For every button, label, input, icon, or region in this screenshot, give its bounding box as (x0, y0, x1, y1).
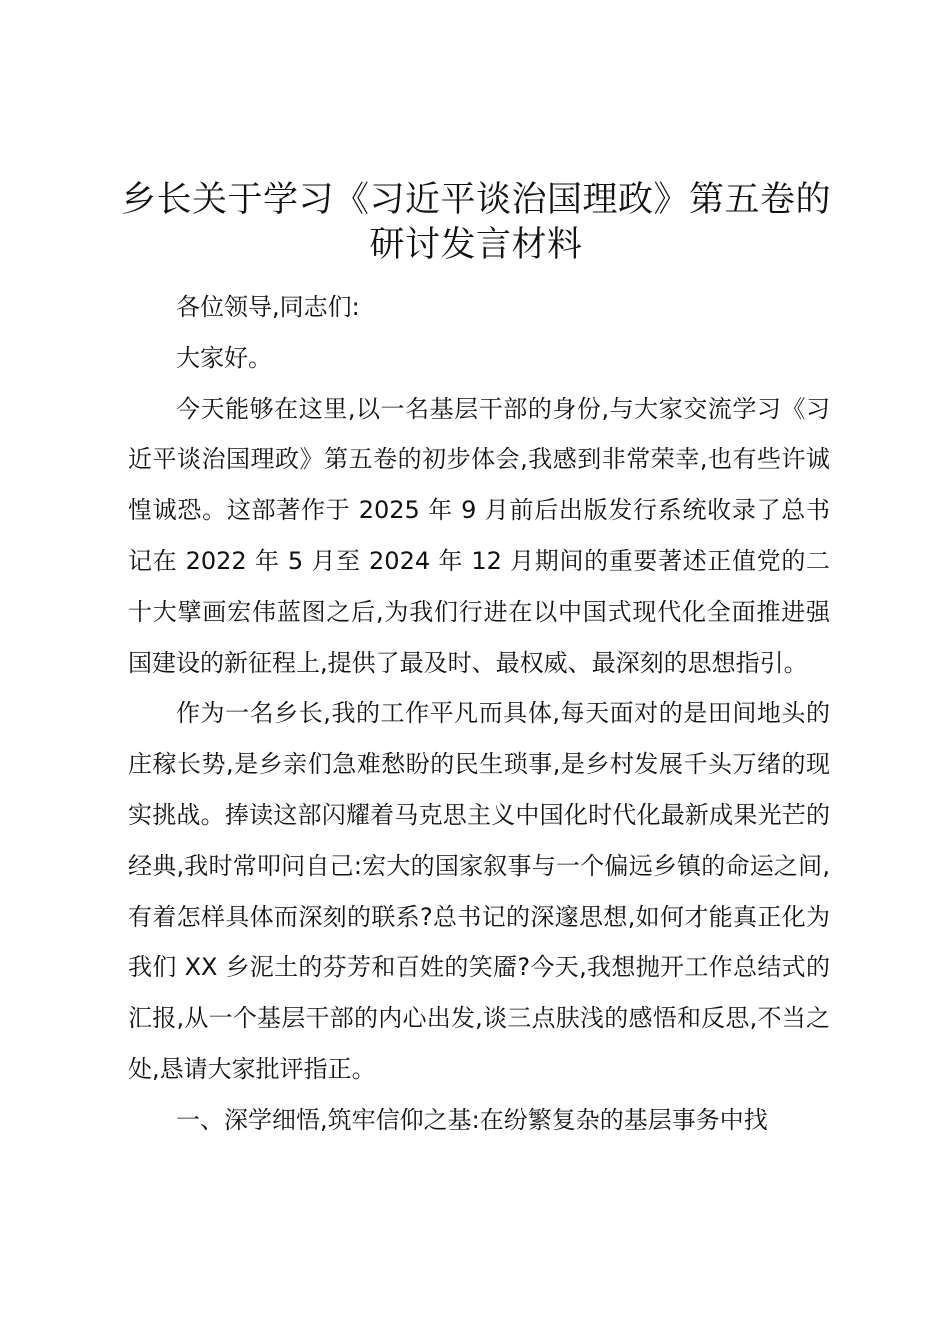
document-title: 乡长关于学习《习近平谈治国理政》第五卷的研讨发言材料 (120, 180, 831, 265)
greeting: 大家好。 (176, 343, 272, 372)
document-body (128, 282, 830, 1146)
paragraph-intro: 今天能够在这里,以一名基层干部的身份,与大家交流学习《习近平谈治国理政》第五卷的初步体会,我感到非常荣幸,也有些许诚惶诚恐。这部著作于 2025 年 9 月前后出版发行系统收录了总书记在 2022 年 5 月至 2024 年 12 月期间的重要著述正值党的二十大擘画宏伟蓝图之后,为我们行进在以中国式现代化全面推进强国建设的新征程上,提供了最及时、最权威、最深刻的思想指引。 (128, 394, 830, 677)
section-heading: 一、深学细悟,筑牢信仰之基:在纷繁复杂的基层事务中找 (176, 1105, 768, 1134)
paragraph-reflection: 作为一名乡长,我的工作平凡而具体,每天面对的是田间地头的庄稼长势,是乡亲们急难愁盼的民生琐事,是乡村发展千头万绪的现实挑战。捧读这部闪耀着马克思主义中国化时代化最新成果光芒的经典,我时常叩问自己:宏大的国家叙事与一个偏远乡镇的命运之间,有着怎样具体而深刻的联系?总书记的深邃思想,如何才能真正化为我们 XX 乡泥土的芬芳和百姓的笑靥?今天,我想抛开工作总结式的汇报,从一个基层干部的内心出发,谈三点肤浅的感悟和反思,不当之处,恳请大家批评指正。 (128, 699, 830, 1083)
salutation: 各位领导,同志们: (176, 293, 360, 321)
